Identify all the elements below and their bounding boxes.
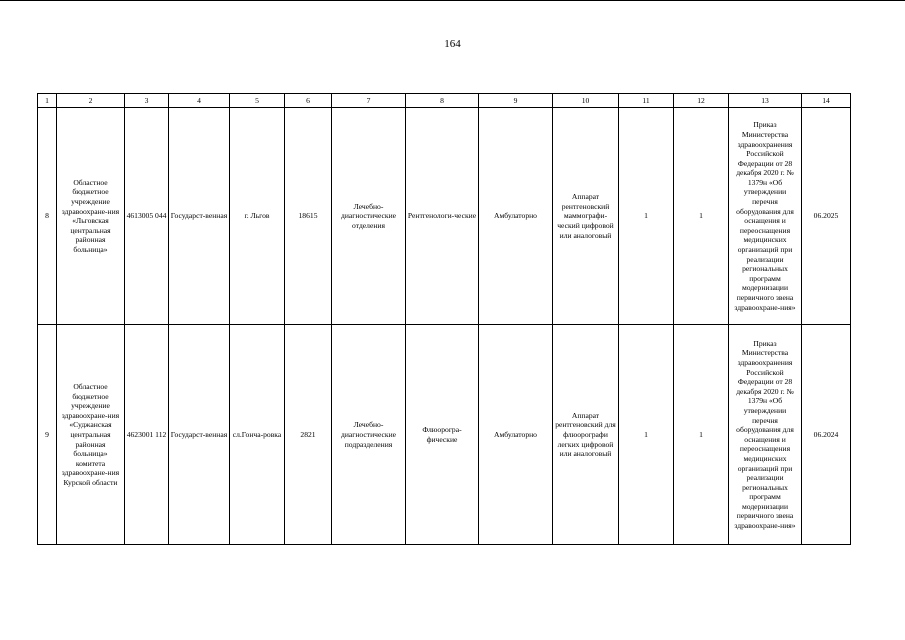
- regulation-cell: Приказ Министерства здравоохранения Российской Федерации от 28 декабря 2020 г. № 1379н «Об утверждении перечня оборудования для оснащения и переоснащения медицинских организаций при реализации региональных программ модернизации первичного звена здравоохране-ния»: [729, 325, 802, 545]
- care-condition-cell: Амбулаторно: [479, 325, 553, 545]
- column-header: 7: [332, 94, 406, 108]
- unit-type-cell: Рентгенологи-ческие: [406, 108, 479, 325]
- population-cell: 2821: [285, 325, 332, 545]
- code-cell: 4623001 112: [125, 325, 169, 545]
- care-condition-cell: Амбулаторно: [479, 108, 553, 325]
- unit-type-cell: Флюорогра-фические: [406, 325, 479, 545]
- column-header: 2: [57, 94, 125, 108]
- department-cell: Лечебно-диагностические подразделения: [332, 325, 406, 545]
- column-header: 12: [674, 94, 729, 108]
- quantity-cell: 1: [674, 108, 729, 325]
- table-row: [38, 108, 851, 325]
- column-header: 14: [802, 94, 851, 108]
- department-cell: Лечебно-диагностические отделения: [332, 108, 406, 325]
- column-header: 5: [230, 94, 285, 108]
- column-header: 4: [169, 94, 230, 108]
- date-cell: 06.2025: [802, 108, 851, 325]
- table-header-row: [38, 94, 851, 108]
- row-number-cell: 8: [38, 108, 57, 325]
- column-header: 1: [38, 94, 57, 108]
- column-header: 9: [479, 94, 553, 108]
- top-border-line: [0, 0, 905, 1]
- locality-cell: сл.Гонча-ровка: [230, 325, 285, 545]
- equipment-cell: Аппарат рентгеновский для флюорографи легких цифровой или аналоговый: [553, 325, 619, 545]
- page-number: 164: [444, 38, 461, 50]
- column-header: 8: [406, 94, 479, 108]
- ownership-cell: Государст-венная: [169, 325, 230, 545]
- equipment-table: [37, 93, 851, 545]
- quantity-cell: 1: [619, 108, 674, 325]
- column-header: 6: [285, 94, 332, 108]
- quantity-cell: 1: [674, 325, 729, 545]
- ownership-cell: Государст-венная: [169, 108, 230, 325]
- organization-cell: Областное бюджетное учреждение здравоохране-ния «Суджанская центральная районная больница» комитета здравоохране-ния Курской области: [57, 325, 125, 545]
- code-cell: 4613005 044: [125, 108, 169, 325]
- column-header: 13: [729, 94, 802, 108]
- column-header: 11: [619, 94, 674, 108]
- table-row: [38, 325, 851, 545]
- quantity-cell: 1: [619, 325, 674, 545]
- population-cell: 18615: [285, 108, 332, 325]
- equipment-cell: Аппарат рентгеновский маммографи-ческий цифровой или аналоговый: [553, 108, 619, 325]
- locality-cell: г. Льгов: [230, 108, 285, 325]
- organization-cell: Областное бюджетное учреждение здравоохране-ния «Льговская центральная районная больница»: [57, 108, 125, 325]
- date-cell: 06.2024: [802, 325, 851, 545]
- row-number-cell: 9: [38, 325, 57, 545]
- regulation-cell: Приказ Министерства здравоохранения Российской Федерации от 28 декабря 2020 г. № 1379н «Об утверждении перечня оборудования для оснащения и переоснащения медицинских организаций при реализации региональных программ модернизации первичного звена здравоохране-ния»: [729, 108, 802, 325]
- column-header: 10: [553, 94, 619, 108]
- column-header: 3: [125, 94, 169, 108]
